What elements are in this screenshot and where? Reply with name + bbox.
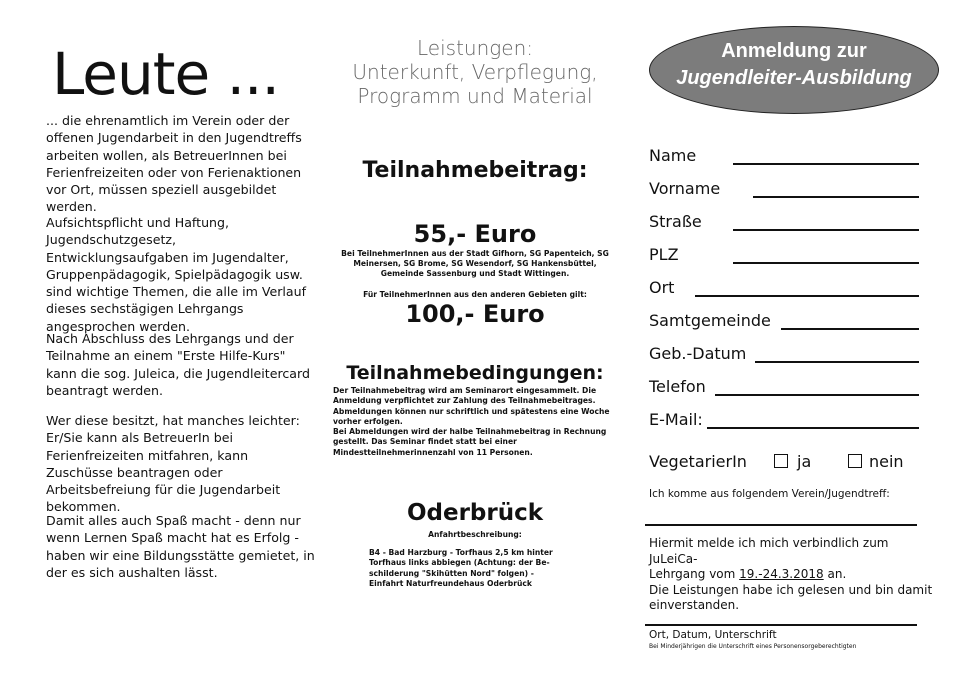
telefon-field[interactable] <box>715 394 919 396</box>
directions-line: Einfahrt Naturfreundehaus Oderbrück <box>369 579 532 589</box>
ort-field[interactable] <box>695 295 919 297</box>
middle-panel <box>325 0 625 676</box>
registration-form <box>625 0 962 676</box>
vorname-field[interactable] <box>753 196 919 198</box>
conditions-line: Abmeldungen können nur schriftlich und spätestens eine Woche <box>333 406 610 416</box>
conditions-line: Bei Abmeldungen wird der halbe Teilnahmebeitrag in Rechnung <box>333 427 607 437</box>
conditions-line: gestellt. Das Seminar findet statt bei einer <box>333 437 517 447</box>
vorname-label: Vorname <box>649 179 721 198</box>
leistungen-line-2: Programm und Material <box>357 84 593 108</box>
course-date: 19.-24.3.2018 <box>739 567 824 581</box>
signature-label: Ort, Datum, Unterschrift <box>649 629 777 641</box>
local-note: Bei TeilnehmerInnen aus der Stadt Gifhorn, SG Papenteich, SG Meinersen, SG Brome, SG Wesendorf, SG Hankensbüttel, Gemeinde Sassenburg und Stadt Wittingen. <box>341 249 609 278</box>
directions-line: B4 - Bad Harzburg - Torfhaus 2,5 km hinter <box>369 548 553 557</box>
confirmation-line-date <box>649 567 939 583</box>
vegetarian-no-checkbox[interactable] <box>848 454 862 468</box>
name-field[interactable] <box>733 163 919 165</box>
conditions-line: Mindestteilnehmerinnenzahl von 11 Personen. <box>333 447 533 457</box>
left-panel <box>0 0 325 676</box>
topics-paragraph: Aufsichtspflicht und Haftung, Jugendschutzgesetz, Entwicklungsaufgaben im Jugendalter, Gruppenpädagogik, Spielpädagogik usw. sind wichtige Themen, die alle im Verlauf dieses sechstägigen Lehrgangs angesprochen werden. <box>46 215 307 334</box>
email-field[interactable] <box>707 427 919 429</box>
signature-field[interactable] <box>645 624 917 626</box>
directions-text <box>369 548 599 590</box>
leistungen-line-1: Unterkunft, Verpflegung, <box>352 60 598 84</box>
location-heading: Oderbrück <box>406 500 544 526</box>
conditions-line: Der Teilnahmebeitrag wird am Seminarort eingesammelt. Die <box>333 386 597 395</box>
plz-field[interactable] <box>733 262 919 264</box>
other-note: Für TeilnehmerInnen aus den anderen Gebieten gilt: <box>363 290 587 299</box>
email-label: E-Mail: <box>649 410 703 429</box>
page-title: Leute ... <box>52 40 279 108</box>
conditions-heading: Teilnahmebedingungen: <box>346 362 604 384</box>
confirmation-suffix: an. <box>827 567 847 581</box>
plz-label: PLZ <box>649 245 679 264</box>
price-other: 100,- Euro <box>405 300 545 328</box>
fee-heading: Teilnahmebeitrag: <box>362 158 588 183</box>
confirmation-line: einverstanden. <box>649 598 740 612</box>
strasse-field[interactable] <box>733 229 919 231</box>
fun-paragraph: Damit alles auch Spaß macht - denn nur wenn Lernen Spaß macht hat es Erfolg - haben wir eine Bildungsstätte gemietet, in der es sich aushalten lässt. <box>46 513 315 580</box>
name-label: Name <box>649 146 697 165</box>
form-subtitle: Jugendleiter-Ausbildung <box>676 67 912 89</box>
conditions-text <box>333 386 623 458</box>
strasse-label: Straße <box>649 212 702 231</box>
leistungen-block <box>325 36 625 108</box>
vegetarian-label: VegetarierIn <box>649 452 747 471</box>
intro-paragraph: ... die ehrenamtlich im Verein oder der offenen Jugendarbeit in den Jugendtreffs arbeiten wollen, als BetreuerInnen bei Ferienfreizeiten oder von Ferienaktionen vor Ort, müssen speziell ausgebildet werden. <box>46 113 302 215</box>
directions-line: Torfhaus links abbiegen (Achtung: der Be- <box>369 558 550 568</box>
directions-label: Anfahrtbeschreibung: <box>428 530 522 539</box>
club-field[interactable] <box>645 524 917 526</box>
vegetarian-no-label: nein <box>869 452 904 471</box>
confirmation-line: Die Leistungen habe ich gelesen und bin damit <box>649 582 933 597</box>
vegetarian-yes-label: ja <box>797 452 812 471</box>
directions-line: schilderung "Skihütten Nord" folgen) - <box>369 568 534 578</box>
club-label: Ich komme aus folgendem Verein/Jugendtreff: <box>649 488 890 500</box>
juleica-paragraph: Nach Abschluss des Lehrgangs und der Teilnahme an einem "Erste Hilfe-Kurs" kann die sog. Juleica, die Jugendleitercard beantragt werden. <box>46 331 310 398</box>
leistungen-heading: Leistungen: <box>417 36 533 60</box>
samtgemeinde-label: Samtgemeinde <box>649 311 771 330</box>
geburtsdatum-label: Geb.-Datum <box>649 344 747 363</box>
price-local: 55,- Euro <box>413 220 537 248</box>
confirmation-text <box>649 536 939 614</box>
confirmation-prefix: Lehrgang vom <box>649 567 736 581</box>
form-title: Anmeldung zur <box>721 40 867 62</box>
vegetarian-yes-checkbox[interactable] <box>774 454 788 468</box>
ort-label: Ort <box>649 278 675 297</box>
conditions-line: vorher erfolgen. <box>333 416 403 426</box>
minor-note: Bei Minderjährigen die Unterschrift eines Personensorgeberechtigten <box>649 643 857 650</box>
telefon-label: Telefon <box>649 377 706 396</box>
conditions-line: Anmeldung verpflichtet zur Zahlung des Teilnahmebeitrages. <box>333 396 596 406</box>
confirmation-line: Hiermit melde ich mich verbindlich zum JuLeiCa- <box>649 536 889 566</box>
geburtsdatum-field[interactable] <box>755 361 919 363</box>
benefits-paragraph: Wer diese besitzt, hat manches leichter: Er/Sie kann als BetreuerIn bei Ferienfreizeiten mitfahren, kann Zuschüsse beantragen oder Arbeitsbefreiung für die Jugendarbeit bekommen. <box>46 413 300 515</box>
samtgemeinde-field[interactable] <box>781 328 919 330</box>
